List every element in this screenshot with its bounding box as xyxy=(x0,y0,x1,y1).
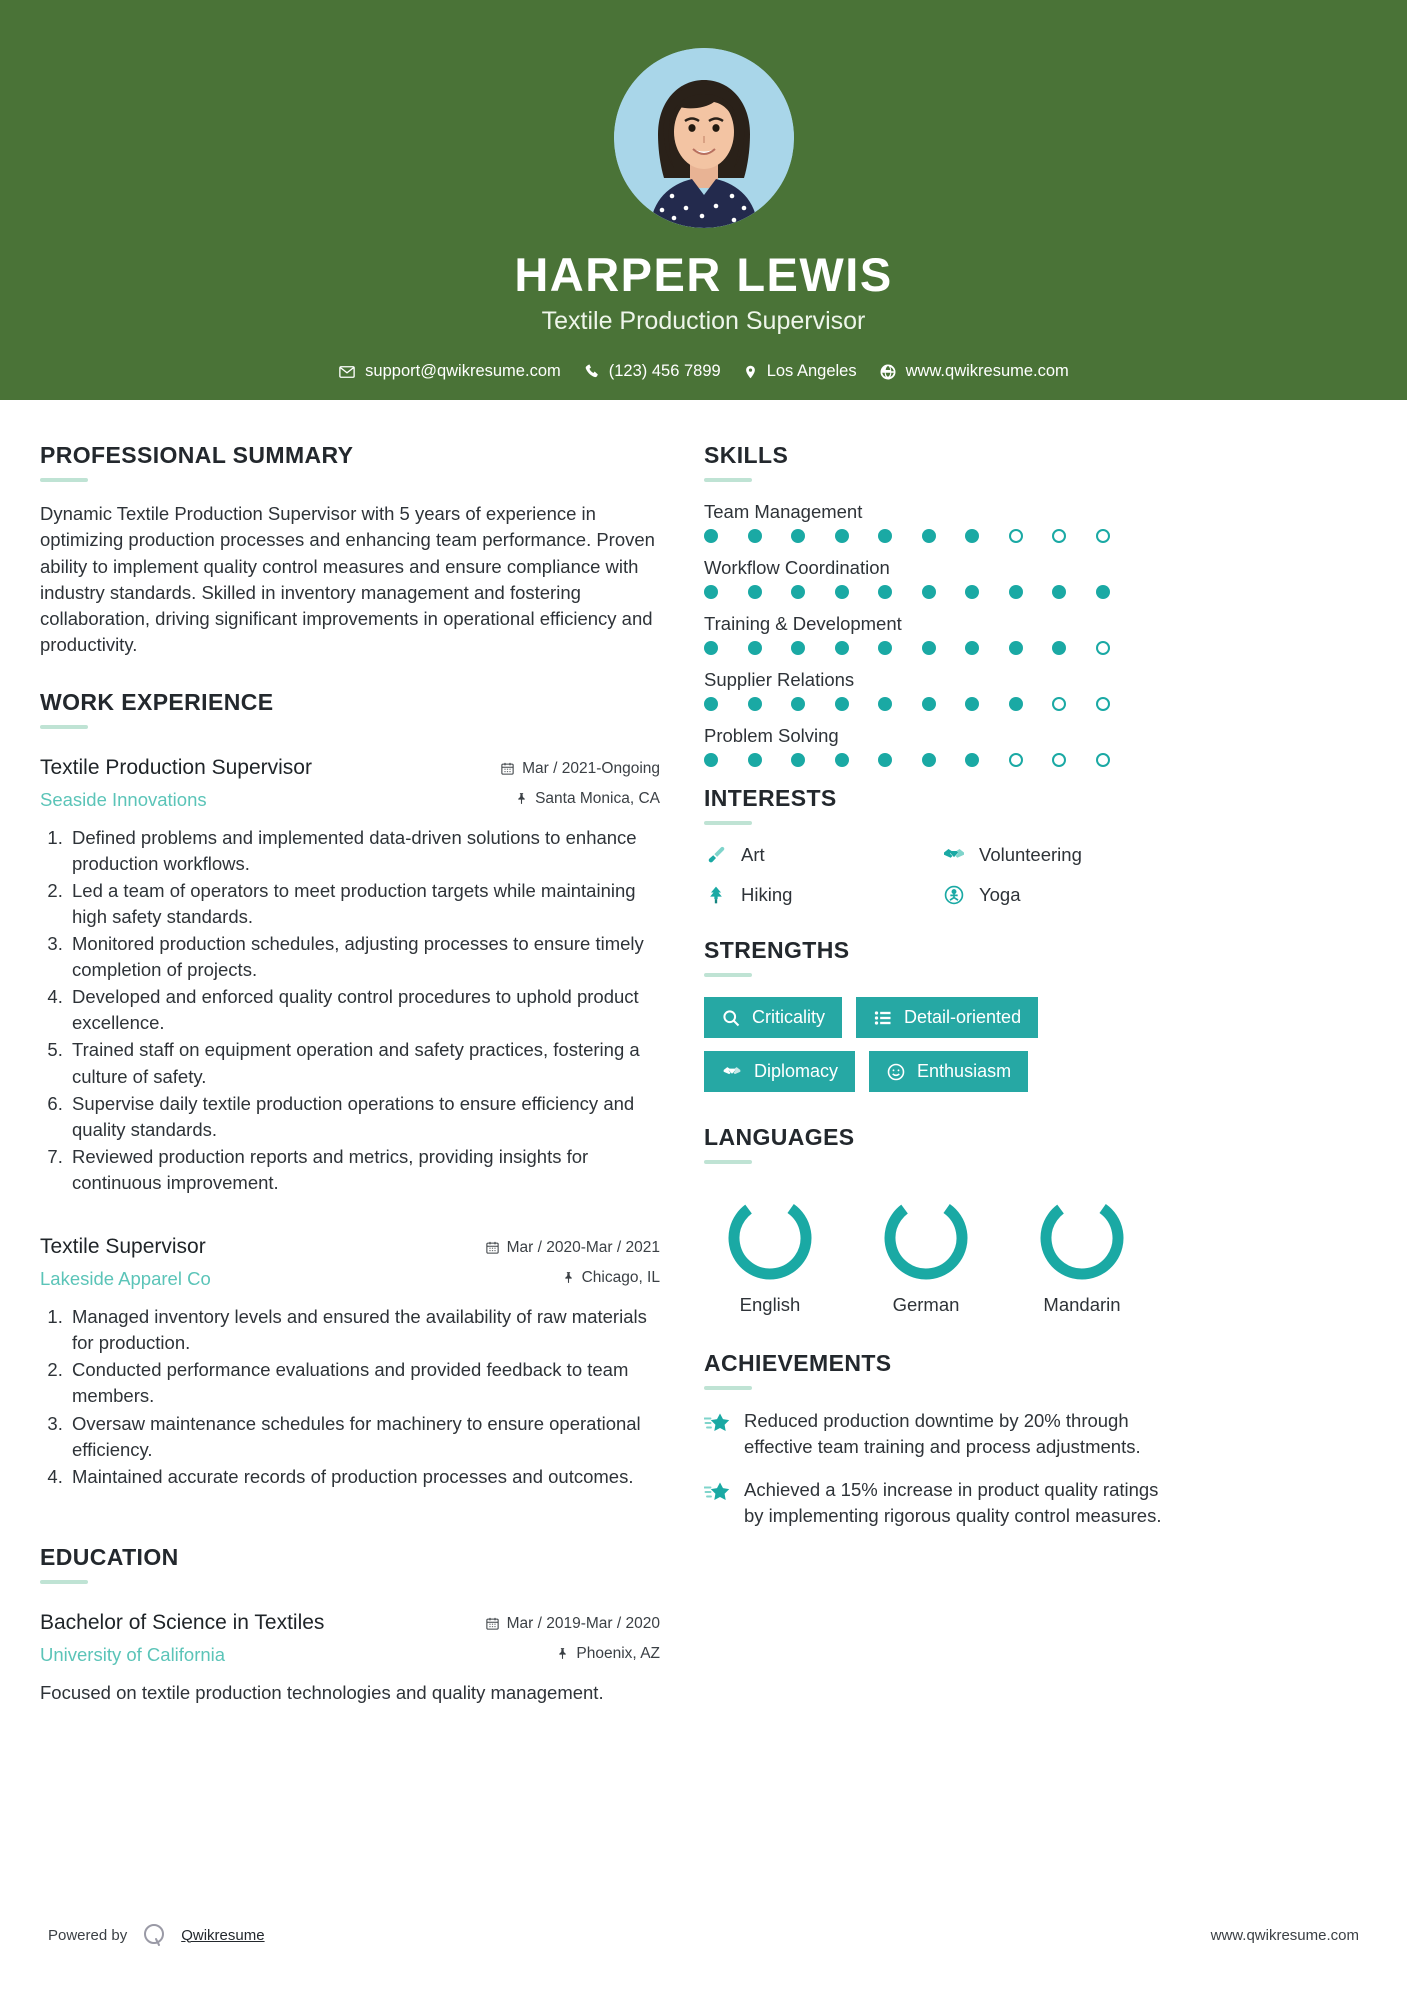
skill-dot-filled xyxy=(835,753,849,767)
skill-label: Supplier Relations xyxy=(704,669,855,690)
section-rule xyxy=(704,1386,752,1390)
envelope-icon xyxy=(338,363,356,381)
work-entry xyxy=(40,1234,660,1490)
calendar-icon xyxy=(500,761,515,776)
section-skills xyxy=(704,442,1170,767)
brand-link[interactable]: Qwikresume xyxy=(181,1926,265,1944)
powered-by-label: Powered by xyxy=(48,1926,128,1944)
skill-dot-filled xyxy=(791,753,805,767)
skill-rating xyxy=(704,753,1170,767)
work-bullet: 4. Developed and enforced quality control procedures to uphold product excellence. xyxy=(68,984,660,1036)
skill-dot-slot xyxy=(922,641,966,655)
smiley-icon xyxy=(886,1062,906,1082)
skill-dot-slot xyxy=(835,641,879,655)
pushpin-icon xyxy=(562,1270,575,1285)
paintbrush-icon xyxy=(704,843,728,867)
left-column xyxy=(40,442,660,1712)
skill-dot-filled xyxy=(748,753,762,767)
achievements-list xyxy=(704,1408,1170,1529)
skill-dot-filled xyxy=(791,697,805,711)
skill-dot-filled xyxy=(922,529,936,543)
work-location-line xyxy=(485,1269,660,1287)
summary-text: Dynamic Textile Production Supervisor with 5 years of experience in optimizing production processes and enhancing team performance. Proven ability to implement quality control measures and ensure compliance with industry standards. Skilled in inventory management and fostering collaboration, driving significant improvements in operational efficiency and productivity. xyxy=(40,503,655,656)
skill-dot-filled xyxy=(1009,697,1023,711)
skill-dot-filled xyxy=(1096,585,1110,599)
skill-dot-filled xyxy=(791,585,805,599)
strength-label: Enthusiasm xyxy=(917,1061,1012,1081)
section-achievements xyxy=(704,1350,1170,1529)
strength-label: Diplomacy xyxy=(754,1061,839,1081)
skill-dot-empty xyxy=(1009,753,1023,767)
powered-by xyxy=(48,1922,265,1948)
section-rule xyxy=(40,478,88,482)
skill-label: Training & Development xyxy=(704,613,902,634)
section-title-work-experience: WORK EXPERIENCE xyxy=(40,688,274,715)
strength-badge-diplomacy xyxy=(704,1051,855,1092)
skill-dot-slot xyxy=(965,641,1009,655)
contact-row xyxy=(0,362,1407,381)
section-work-experience xyxy=(40,689,660,1490)
resume-header xyxy=(0,0,1407,400)
skill-dot-slot xyxy=(748,641,792,655)
skill-dot-slot xyxy=(1052,753,1096,767)
skill-dot-slot xyxy=(965,585,1009,599)
contact-location-text: Los Angeles xyxy=(766,362,857,381)
work-bullet: 2. Conducted performance evaluations and provided feedback to team members. xyxy=(68,1357,660,1409)
skill-rating xyxy=(704,529,1170,543)
skill-dot-filled xyxy=(748,529,762,543)
education-school[interactable]: University of California xyxy=(40,1643,226,1665)
qwikresume-logo-icon xyxy=(141,1922,167,1948)
strength-badge-criticality xyxy=(704,997,842,1038)
skill-dot-filled xyxy=(878,641,892,655)
skill-dot-empty xyxy=(1096,697,1110,711)
skill-item xyxy=(704,725,1170,767)
handshake-icon xyxy=(721,1062,743,1082)
skill-dot-empty xyxy=(1096,753,1110,767)
language-label: German xyxy=(892,1294,960,1315)
skill-dot-slot xyxy=(791,585,835,599)
skill-dot-slot xyxy=(748,529,792,543)
language-progress-ring xyxy=(1034,1190,1130,1286)
skill-dot-slot xyxy=(704,585,748,599)
work-location: Santa Monica, CA xyxy=(535,789,660,807)
skill-dot-slot xyxy=(1052,641,1096,655)
skill-dot-filled xyxy=(1009,585,1023,599)
work-bullet: 5. Trained staff on equipment operation and safety practices, fostering a culture of safety. xyxy=(68,1037,660,1089)
interest-item xyxy=(942,843,1170,867)
work-location: Chicago, IL xyxy=(581,1268,660,1286)
skill-dot-empty xyxy=(1052,697,1066,711)
interest-label: Volunteering xyxy=(979,844,1082,865)
contact-phone[interactable] xyxy=(583,362,721,381)
section-title-professional-summary: PROFESSIONAL SUMMARY xyxy=(40,442,354,468)
achievement-text: Reduced production downtime by 20% through effective team training and process adjustments. xyxy=(744,1410,1141,1457)
skill-dot-slot xyxy=(1009,641,1053,655)
skill-dot-filled xyxy=(922,697,936,711)
skill-item xyxy=(704,501,1170,543)
skill-dot-filled xyxy=(835,529,849,543)
skill-dot-filled xyxy=(965,585,979,599)
skill-dot-empty xyxy=(1052,529,1066,543)
section-rule xyxy=(704,821,752,825)
skill-dot-filled xyxy=(704,529,718,543)
skill-dot-slot xyxy=(791,697,835,711)
skill-dot-slot xyxy=(704,753,748,767)
skill-dot-filled xyxy=(1052,585,1066,599)
work-meta xyxy=(485,1234,660,1287)
skill-dot-filled xyxy=(704,753,718,767)
skill-dot-slot xyxy=(878,529,922,543)
skill-dot-filled xyxy=(835,697,849,711)
contact-email[interactable] xyxy=(338,362,561,381)
section-title-skills: SKILLS xyxy=(704,442,789,468)
work-role: Textile Production Supervisor xyxy=(40,755,312,779)
shooting-star-icon xyxy=(704,1408,730,1460)
achievement-item xyxy=(704,1477,1170,1529)
skill-dot-slot xyxy=(704,697,748,711)
skill-dot-empty xyxy=(1096,641,1110,655)
skill-dot-slot xyxy=(1009,529,1053,543)
calendar-icon xyxy=(485,1616,500,1631)
skill-dot-filled xyxy=(791,641,805,655)
avatar xyxy=(614,48,794,228)
skill-rating xyxy=(704,697,1170,711)
skill-dot-slot xyxy=(922,529,966,543)
language-progress-ring xyxy=(722,1190,818,1286)
skill-dot-slot xyxy=(1052,585,1096,599)
strength-label: Detail-oriented xyxy=(904,1007,1022,1027)
work-date-line xyxy=(485,1239,660,1257)
skill-dot-slot xyxy=(922,697,966,711)
education-degree: Bachelor of Science in Textiles xyxy=(40,1610,325,1634)
skill-dot-filled xyxy=(922,585,936,599)
skill-dot-slot xyxy=(1052,697,1096,711)
section-rule xyxy=(704,478,752,482)
section-title-achievements: ACHIEVEMENTS xyxy=(704,1350,892,1376)
skill-dot-filled xyxy=(878,697,892,711)
languages-list xyxy=(704,1190,1170,1316)
section-title-interests: INTERESTS xyxy=(704,785,837,811)
strengths-badges xyxy=(704,997,1170,1092)
skill-dot-slot xyxy=(878,697,922,711)
skill-dot-filled xyxy=(704,697,718,711)
skill-dot-filled xyxy=(965,529,979,543)
skill-dot-slot xyxy=(1096,641,1140,655)
skill-dot-slot xyxy=(835,529,879,543)
skill-dot-slot xyxy=(1009,585,1053,599)
skill-dot-empty xyxy=(1096,529,1110,543)
skill-rating xyxy=(704,641,1170,655)
skill-dot-slot xyxy=(704,529,748,543)
skill-dot-filled xyxy=(704,641,718,655)
resume-body xyxy=(0,400,1407,1712)
skill-dot-filled xyxy=(965,641,979,655)
skill-dot-filled xyxy=(878,529,892,543)
achievement-text: Achieved a 15% increase in product quality ratings by implementing rigorous quality control measures. xyxy=(744,1478,1162,1526)
skill-dot-slot xyxy=(791,641,835,655)
interest-label: Yoga xyxy=(979,884,1021,905)
shooting-star-icon xyxy=(704,1477,730,1529)
work-date-line xyxy=(500,760,660,778)
work-bullet-list xyxy=(40,1304,660,1490)
skill-dot-filled xyxy=(704,585,718,599)
language-label: Mandarin xyxy=(1043,1294,1121,1315)
skill-dot-slot xyxy=(878,641,922,655)
skill-dot-filled xyxy=(748,697,762,711)
skills-list xyxy=(704,501,1170,767)
skill-dot-filled xyxy=(1009,641,1023,655)
skill-dot-filled xyxy=(791,529,805,543)
education-location-line xyxy=(485,1645,660,1663)
skill-dot-slot xyxy=(704,641,748,655)
education-description: Focused on textile production technologies and quality management. xyxy=(40,1681,604,1703)
skill-label: Problem Solving xyxy=(704,725,839,746)
profile-photo-icon xyxy=(614,48,794,228)
skill-dot-slot xyxy=(922,753,966,767)
skill-dot-slot xyxy=(791,529,835,543)
work-bullet: 1. Managed inventory levels and ensured the availability of raw materials for production. xyxy=(68,1304,660,1356)
work-bullet: 3. Monitored production schedules, adjusting processes to ensure timely completion of projects. xyxy=(68,931,660,983)
search-icon xyxy=(721,1008,741,1028)
section-rule xyxy=(40,1580,88,1584)
work-bullet-list xyxy=(40,825,660,1196)
skill-dot-slot xyxy=(965,753,1009,767)
skill-dot-filled xyxy=(748,585,762,599)
contact-phone-text: (123) 456 7899 xyxy=(608,362,721,381)
language-label: English xyxy=(739,1294,801,1315)
language-item xyxy=(1016,1190,1148,1316)
skill-dot-slot xyxy=(835,753,879,767)
work-role: Textile Supervisor xyxy=(40,1234,206,1258)
pushpin-icon xyxy=(515,791,528,806)
skill-item xyxy=(704,613,1170,655)
skill-dot-slot xyxy=(1052,529,1096,543)
skill-rating xyxy=(704,585,1170,599)
skill-dot-slot xyxy=(791,753,835,767)
strength-label: Criticality xyxy=(752,1007,826,1027)
page-title: HARPER LEWIS xyxy=(514,248,893,301)
work-bullet: 4. Maintained accurate records of production processes and outcomes. xyxy=(68,1464,660,1490)
skill-dot-filled xyxy=(965,753,979,767)
skill-dot-empty xyxy=(1009,529,1023,543)
work-date: Mar / 2020-Mar / 2021 xyxy=(506,1238,660,1256)
contact-location xyxy=(743,362,857,381)
right-column xyxy=(690,442,1170,1546)
section-education xyxy=(40,1544,660,1706)
map-pin-icon xyxy=(743,363,758,381)
interest-item xyxy=(704,883,932,907)
work-organization[interactable]: Lakeside Apparel Co xyxy=(40,1268,211,1290)
job-title: Textile Production Supervisor xyxy=(541,307,866,336)
skill-dot-slot xyxy=(1009,753,1053,767)
skill-dot-filled xyxy=(878,753,892,767)
yoga-icon xyxy=(942,883,966,907)
skill-dot-slot xyxy=(965,697,1009,711)
footer xyxy=(0,1922,1407,1948)
language-item xyxy=(704,1190,836,1316)
work-location-line xyxy=(500,790,660,808)
skill-dot-slot xyxy=(1096,529,1140,543)
strength-badge-enthusiasm xyxy=(869,1051,1028,1092)
skill-dot-slot xyxy=(748,753,792,767)
section-title-education: EDUCATION xyxy=(40,1543,179,1570)
education-entry xyxy=(40,1610,660,1706)
skill-dot-filled xyxy=(835,585,849,599)
section-rule xyxy=(704,973,752,977)
work-organization[interactable]: Seaside Innovations xyxy=(40,788,207,810)
work-bullet: 3. Oversaw maintenance schedules for machinery to ensure operational efficiency. xyxy=(68,1411,660,1463)
section-interests xyxy=(704,785,1170,907)
interests-grid xyxy=(704,843,1170,907)
education-meta xyxy=(485,1610,660,1663)
skill-dot-slot xyxy=(1009,697,1053,711)
language-item xyxy=(860,1190,992,1316)
section-rule xyxy=(40,725,88,729)
section-title-languages: LANGUAGES xyxy=(704,1124,855,1150)
skill-dot-filled xyxy=(922,753,936,767)
skill-dot-filled xyxy=(1052,641,1066,655)
achievement-item xyxy=(704,1408,1170,1460)
section-rule xyxy=(704,1160,752,1164)
skill-dot-slot xyxy=(748,585,792,599)
section-professional-summary xyxy=(40,442,660,659)
work-meta xyxy=(500,755,660,808)
skill-item xyxy=(704,557,1170,599)
skill-dot-filled xyxy=(922,641,936,655)
education-date-line xyxy=(485,1615,660,1633)
skill-label: Workflow Coordination xyxy=(704,557,890,578)
language-progress-ring xyxy=(878,1190,974,1286)
phone-icon xyxy=(583,363,600,380)
skill-dot-empty xyxy=(1052,753,1066,767)
work-bullet: 6. Supervise daily textile production operations to ensure efficiency and quality standards. xyxy=(68,1091,660,1143)
skill-dot-slot xyxy=(835,585,879,599)
section-title-strengths: STRENGTHS xyxy=(704,937,850,963)
skill-dot-slot xyxy=(922,585,966,599)
work-bullet: 1. Defined problems and implemented data-driven solutions to enhance production workflows. xyxy=(68,825,660,877)
education-date: Mar / 2019-Mar / 2020 xyxy=(506,1614,660,1632)
footer-url: www.qwikresume.com xyxy=(1210,1926,1359,1944)
skill-dot-slot xyxy=(748,697,792,711)
strength-badge-detail-oriented xyxy=(856,997,1038,1038)
skill-dot-slot xyxy=(878,753,922,767)
work-entry xyxy=(40,755,660,1196)
skill-dot-filled xyxy=(878,585,892,599)
handshake-icon xyxy=(942,843,966,867)
skill-dot-filled xyxy=(835,641,849,655)
contact-email-text: support@qwikresume.com xyxy=(365,362,561,381)
skill-dot-filled xyxy=(965,697,979,711)
list-icon xyxy=(873,1008,893,1028)
tree-icon xyxy=(704,883,728,907)
globe-icon xyxy=(879,363,897,381)
skill-dot-slot xyxy=(1096,697,1140,711)
skill-dot-filled xyxy=(748,641,762,655)
work-bullet: 2. Led a team of operators to meet production targets while maintaining high safety standards. xyxy=(68,878,660,930)
interest-label: Hiking xyxy=(741,884,793,905)
section-languages xyxy=(704,1124,1170,1316)
skill-dot-slot xyxy=(835,697,879,711)
contact-website[interactable] xyxy=(879,362,1069,381)
section-strengths xyxy=(704,937,1170,1092)
work-bullet: 7. Reviewed production reports and metrics, providing insights for continuous improvement. xyxy=(68,1144,660,1196)
interest-item xyxy=(704,843,932,867)
skill-dot-slot xyxy=(1096,753,1140,767)
pushpin-icon xyxy=(556,1646,569,1661)
interest-label: Art xyxy=(741,844,765,865)
calendar-icon xyxy=(485,1240,500,1255)
skill-dot-slot xyxy=(1096,585,1140,599)
education-location: Phoenix, AZ xyxy=(576,1644,660,1662)
contact-website-text: www.qwikresume.com xyxy=(905,362,1069,381)
skill-item xyxy=(704,669,1170,711)
skill-dot-slot xyxy=(878,585,922,599)
skill-label: Team Management xyxy=(704,501,863,522)
interest-item xyxy=(942,883,1170,907)
work-date: Mar / 2021-Ongoing xyxy=(522,759,660,777)
skill-dot-slot xyxy=(965,529,1009,543)
